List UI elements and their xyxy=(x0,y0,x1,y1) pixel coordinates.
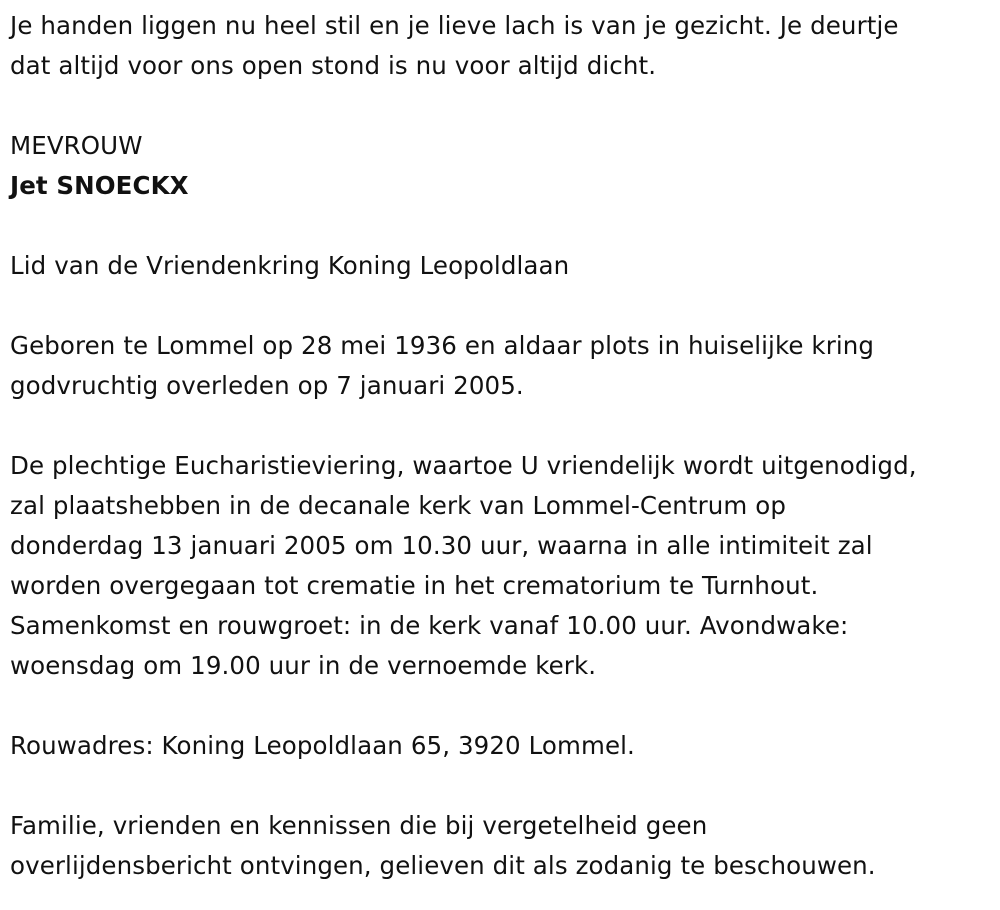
deceased-name: Jet SNOECKX xyxy=(10,171,189,200)
mourning-address: Rouwadres: Koning Leopoldlaan 65, 3920 Lommel. xyxy=(10,731,635,760)
intro-line: dat altijd voor ons open stond is nu voor altijd dicht. xyxy=(10,51,657,80)
paragraph-line: overlijdensbericht ontvingen, gelieven dit als zodanig te beschouwen. xyxy=(10,851,876,880)
spacer xyxy=(10,766,995,806)
paragraph-line: woensdag om 19.00 uur in de vernoemde kerk. xyxy=(10,651,597,680)
paragraph-line: donderdag 13 januari 2005 om 10.30 uur, waarna in alle intimiteit zal xyxy=(10,531,873,560)
closing-paragraph xyxy=(10,806,995,886)
membership-line: Lid van de Vriendenkring Koning Leopoldlaan xyxy=(10,251,570,280)
obituary-document xyxy=(10,6,995,886)
paragraph-line: godvruchtig overleden op 7 januari 2005. xyxy=(10,371,524,400)
ceremony-paragraph xyxy=(10,446,995,686)
intro-line: Je handen liggen nu heel stil en je lieve lach is van je gezicht. Je deurtje xyxy=(10,11,899,40)
spacer xyxy=(10,406,995,446)
paragraph-line: worden overgegaan tot crematie in het crematorium te Turnhout. xyxy=(10,571,819,600)
spacer xyxy=(10,206,995,246)
paragraph-line: Familie, vrienden en kennissen die bij vergetelheid geen xyxy=(10,811,708,840)
paragraph-line: zal plaatshebben in de decanale kerk van Lommel-Centrum op xyxy=(10,491,787,520)
paragraph-line: Geboren te Lommel op 28 mei 1936 en aldaar plots in huiselijke kring xyxy=(10,331,875,360)
spacer xyxy=(10,686,995,726)
spacer xyxy=(10,286,995,326)
spacer xyxy=(10,86,995,126)
paragraph-line: Samenkomst en rouwgroet: in de kerk vanaf 10.00 uur. Avondwake: xyxy=(10,611,849,640)
intro-verse xyxy=(10,6,995,86)
birth-death-paragraph xyxy=(10,326,995,406)
honorific-title: MEVROUW xyxy=(10,131,143,160)
paragraph-line: De plechtige Eucharistieviering, waartoe U vriendelijk wordt uitgenodigd, xyxy=(10,451,917,480)
